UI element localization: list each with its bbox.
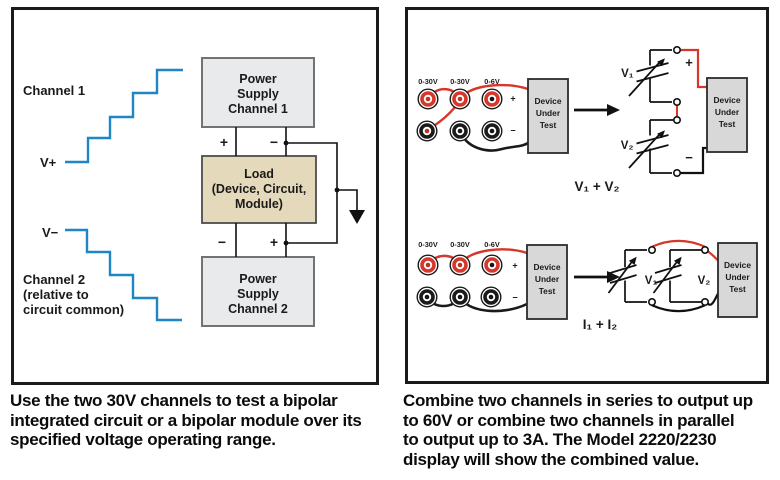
channel1-label: Channel 1 <box>23 83 86 98</box>
right-caption-line1: Combine two channels in series to output up <box>403 391 753 410</box>
supply1-plus-sign: + <box>219 134 229 150</box>
banana-jack-red-row-parallel <box>418 255 502 275</box>
dut-line3: Test <box>729 284 746 294</box>
supply1-line2: Supply <box>237 87 279 101</box>
dut-line1: Device <box>713 95 741 105</box>
banana-jack-black <box>482 121 502 141</box>
right-caption-line3: to output up to 3A. The Model 2220/2230 <box>403 430 717 449</box>
dut-line2: Under <box>534 274 560 284</box>
junction-dot <box>284 141 289 146</box>
banana-jack-red <box>482 89 502 109</box>
vminus-label: V− <box>42 225 59 240</box>
jack-center <box>425 129 430 134</box>
terminal-circle <box>674 117 680 123</box>
parallel-v1-label: V₁ <box>644 275 658 287</box>
left-caption <box>10 391 382 450</box>
device-under-test-box <box>718 243 757 317</box>
banana-jack-red <box>450 89 470 109</box>
terminal-circle <box>674 170 680 176</box>
dut-line1: Device <box>533 262 561 272</box>
banana-jack-red <box>482 255 502 275</box>
jack-label-ch1-bottom: 0-30V <box>418 240 438 249</box>
banana-jack-black <box>417 121 437 141</box>
dut-line2: Under <box>714 107 740 117</box>
banana-jack-red <box>418 255 438 275</box>
dut-line1: Device <box>534 96 562 106</box>
channel2-label-line1: Channel 2 <box>23 272 86 287</box>
power-supply-channel1-box <box>202 58 314 127</box>
supply2-minus-sign: − <box>217 234 227 250</box>
jack-center <box>490 97 495 102</box>
left-panel-border <box>13 9 378 384</box>
load-line2: (Device, Circuit, <box>211 182 307 196</box>
dut-plus-mark-series: + <box>510 93 516 104</box>
jack-label-6v-bottom: 0-6V <box>484 240 500 249</box>
dut-minus-mark-series: − <box>510 125 516 136</box>
supply2-line3: Channel 2 <box>228 302 288 316</box>
load-line3: Module) <box>235 197 283 211</box>
series-sum-label: V₁ + V₂ <box>574 179 620 194</box>
jack-center <box>458 295 463 300</box>
banana-jack-black-row-parallel <box>417 287 501 307</box>
left-caption-line3: specified voltage operating range. <box>10 430 276 449</box>
jack-center <box>426 263 431 268</box>
left-caption-line1: Use the two 30V channels to test a bipolar <box>10 391 338 410</box>
right-caption <box>403 391 775 469</box>
device-under-test-box <box>527 245 567 319</box>
banana-jack-black <box>481 287 501 307</box>
jack-label-ch1-top: 0-30V <box>418 77 438 86</box>
banana-jack-red <box>418 89 438 109</box>
dut-line3: Test <box>538 286 556 296</box>
supply1-line1: Power <box>239 72 277 86</box>
banana-jack-black-row-series <box>417 121 502 141</box>
vplus-label: V+ <box>40 155 57 170</box>
terminal-circle <box>674 47 680 53</box>
supply2-line1: Power <box>239 272 277 286</box>
channel2-label-line2: (relative to <box>23 287 89 302</box>
terminal-circle <box>649 299 655 305</box>
right-caption-line2: to 60V or combine two channels in parallel <box>403 410 735 430</box>
jack-label-ch2-top: 0-30V <box>450 77 470 86</box>
banana-jack-red <box>450 255 470 275</box>
series-minus-sign: − <box>685 150 693 165</box>
series-v1-label: V₁ <box>621 68 634 80</box>
jack-center <box>490 129 495 134</box>
jack-label-ch2-bottom: 0-30V <box>450 240 470 249</box>
jack-center <box>490 263 495 268</box>
jack-center <box>489 295 494 300</box>
series-v2-label: V₂ <box>620 140 634 152</box>
dut-line3: Test <box>539 120 557 130</box>
dut-line2: Under <box>725 272 750 282</box>
dut-line3: Test <box>718 119 736 129</box>
parallel-sum-label: I₁ + I₂ <box>582 317 618 332</box>
terminal-circle <box>649 247 655 253</box>
jack-label-6v-top: 0-6V <box>484 77 500 86</box>
right-figure <box>405 7 769 384</box>
jack-center <box>426 97 431 102</box>
terminal-circle <box>702 299 708 305</box>
series-plus-sign: + <box>685 55 693 70</box>
power-supply-channel2-box <box>202 257 314 326</box>
jack-center <box>425 295 430 300</box>
device-under-test-box <box>707 78 747 152</box>
parallel-v2-label: V₂ <box>697 275 711 287</box>
jack-center <box>458 129 463 134</box>
banana-jack-black <box>450 287 470 307</box>
supply1-line3: Channel 1 <box>228 102 288 116</box>
right-caption-line4: display will show the combined value. <box>403 449 699 469</box>
supply2-plus-sign: + <box>269 234 279 250</box>
supply2-line2: Supply <box>237 287 279 301</box>
device-under-test-box <box>528 79 568 153</box>
jack-center <box>458 97 463 102</box>
load-line1: Load <box>244 167 274 181</box>
banana-jack-black <box>450 121 470 141</box>
dut-plus-mark-parallel: + <box>512 260 518 271</box>
load-box <box>202 156 316 223</box>
terminal-circle <box>674 99 680 105</box>
supply1-minus-sign: − <box>269 134 279 150</box>
banana-jack-red-row-series <box>418 89 502 109</box>
dut-line1: Device <box>723 260 752 270</box>
terminal-circle <box>702 247 708 253</box>
channel2-label-line3: circuit common) <box>23 302 125 317</box>
left-caption-line2: integrated circuit or a bipolar module over its <box>10 410 362 430</box>
junction-dot <box>284 241 289 246</box>
left-figure <box>11 7 379 385</box>
junction-dot <box>335 188 340 193</box>
dut-line2: Under <box>535 108 561 118</box>
dut-minus-mark-parallel: − <box>512 292 518 303</box>
jack-center <box>458 263 463 268</box>
banana-jack-black <box>417 287 437 307</box>
